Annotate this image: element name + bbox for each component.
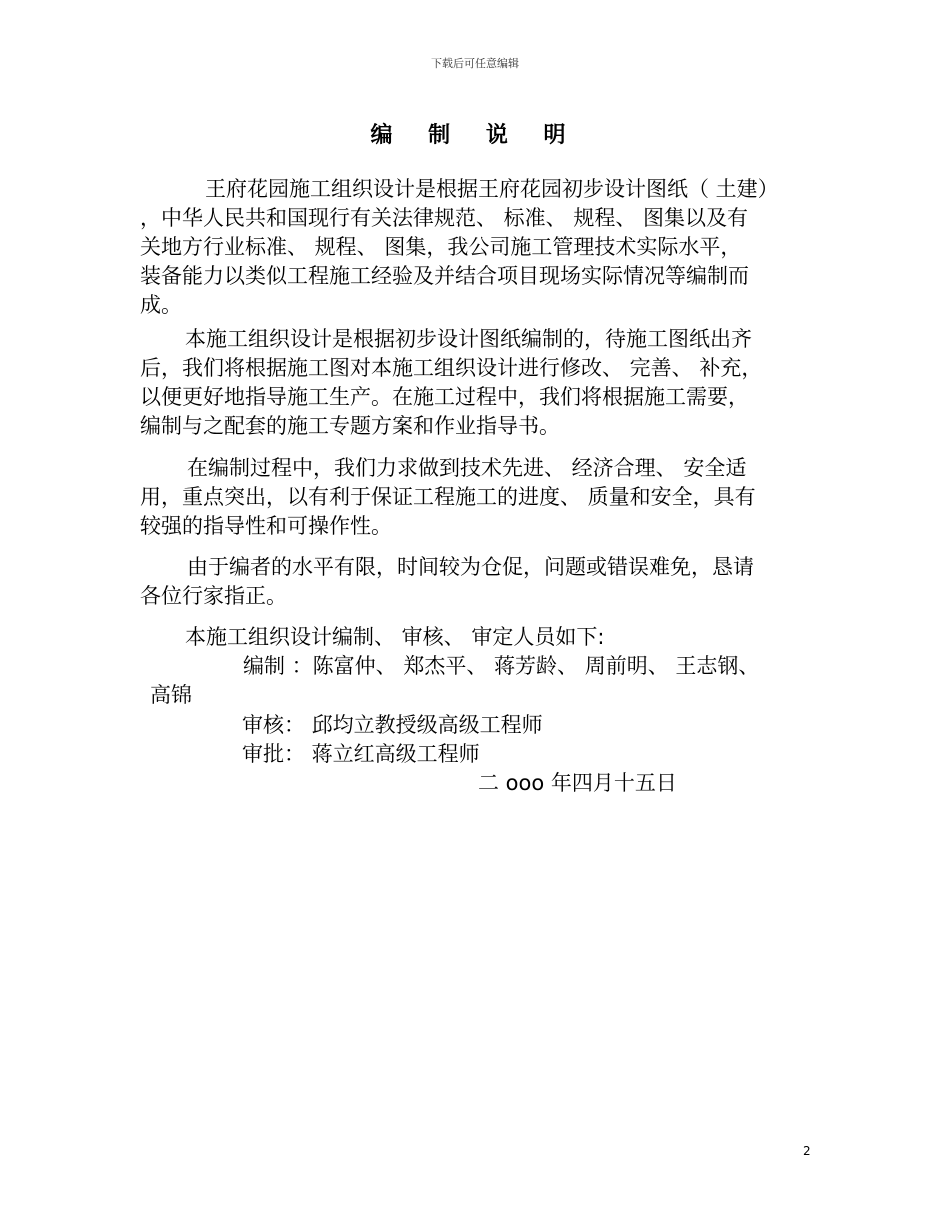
paragraph-line: 用，重点突出，以有利于保证工程施工的进度、 质量和安全，具有 (140, 485, 756, 509)
staff-line-compilers-cont: 高锦 (150, 683, 192, 707)
date-line: 二 ooo 年四月十五日 (478, 771, 677, 795)
paragraph-line: 各位行家指正。 (140, 584, 287, 608)
paragraph-line: 较强的指导性和可操作性。 (140, 514, 392, 538)
staff-line-reviewer: 审核： 邱均立教授级高级工程师 (242, 713, 543, 737)
paragraph-line: 王府花园施工组织设计是根据王府花园初步设计图纸（ 土建） (205, 177, 779, 201)
paragraph-line: 成。 (140, 293, 182, 317)
page-header: 下载后可任意编辑 (431, 57, 519, 70)
paragraph-line: 关地方行业标准、 规程、 图集，我公司施工管理技术实际水平， (140, 235, 742, 259)
paragraph-line: 装备能力以类似工程施工经验及并结合项目现场实际情况等编制而 (140, 264, 749, 288)
paragraph-line: 本施工组织设计是根据初步设计图纸编制的，待施工图纸出齐 (185, 327, 752, 351)
paragraph-line: 本施工组织设计编制、 审核、 审定人员如下: (185, 625, 605, 649)
staff-line-approver: 审批： 蒋立红高级工程师 (242, 742, 480, 766)
page-title: 编 制 说 明 (370, 123, 580, 148)
paragraph-line: 后，我们将根据施工图对本施工组织设计进行修改、 完善、 补充， (140, 356, 763, 380)
paragraph-line: ，中华人民共和国现行有关法律规范、 标准、 规程、 图集以及有 (140, 206, 749, 230)
paragraph-line: 在编制过程中，我们力求做到技术先进、 经济合理、 安全适 (187, 456, 747, 480)
paragraph-line: 由于编者的水平有限，时间较为仓促，问题或错误难免，恳请 (187, 555, 754, 579)
paragraph-line: 以便更好地指导施工生产。在施工过程中，我们将根据施工需要， (140, 385, 749, 409)
staff-line-compilers: 编制 ：陈富仲、 郑杰平、 蒋芳龄、 周前明、 王志钢、 (243, 654, 760, 678)
paragraph-line: 编制与之配套的施工专题方案和作业指导书。 (140, 414, 560, 438)
page-number: 2 (803, 1144, 811, 1158)
